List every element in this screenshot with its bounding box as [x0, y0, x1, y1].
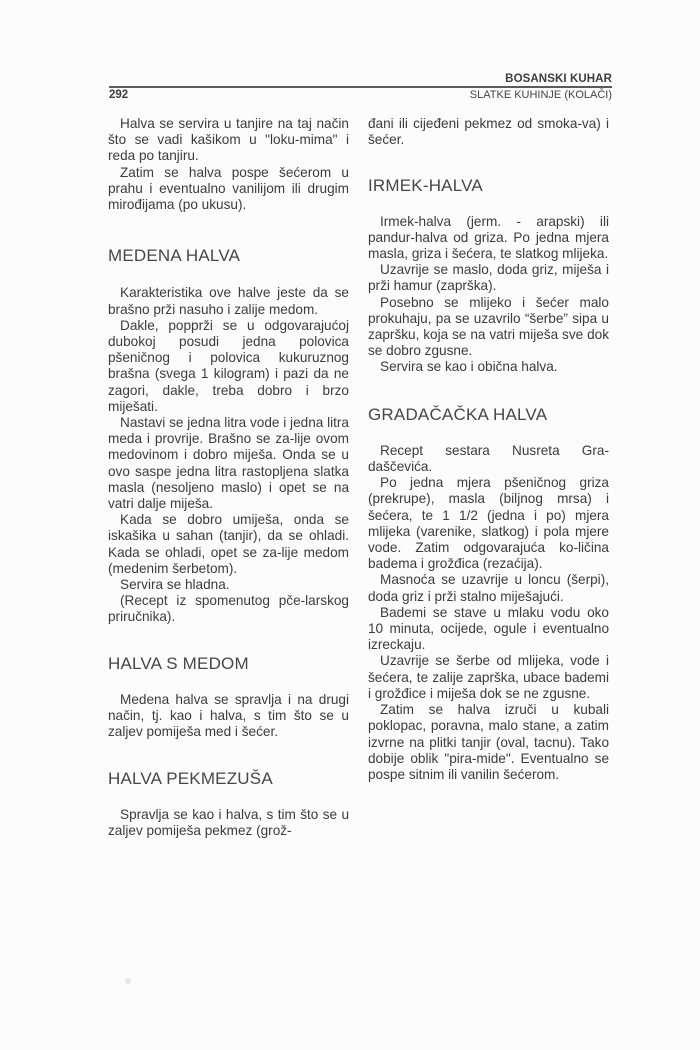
paragraph: Zatim se halva izruči u kubali poklopac, poravna, malo stane, a zatim izvrne na plitki tanjir (oval, tacnu). Tako dobije oblik "pira-mide". Eventualno se pospe sitnim ili vanilin šećerom. — [368, 702, 609, 782]
section-title-gradacacka-halva: GRADAČAČKA HALVA — [368, 404, 548, 424]
paragraph: Medena halva se spravlja i na drugi način, tj. kao i halva, s tim što se u zaljev pomiješa med i šećer. — [108, 691, 349, 740]
paragraph: Bademi se stave u mlaku vodu oko 10 minuta, ocijede, ogule i eventualno izreckaju. — [368, 604, 609, 653]
paragraph: Halva se servira u tanjire na taj način što se vadi kašikom u "loku-mima" i reda po tanjiru. — [108, 116, 349, 164]
paragraph: Servira se hladna. — [120, 577, 230, 593]
paragraph: Irmek-halva (jerm. - arapski) ili pandur-halva od griza. Po jedna mjera masla, griza i šećera, te slatkog mlijeka. — [368, 213, 609, 262]
paragraph: Dakle, popprži se u odgovarajućoj dubokoj posudi jedna polovica pšeničnog i polovica kukuruznog brašna (svega 1 kilogram) i pazi da ne zagori, dakle, treba dobro i brzo miješati. — [108, 317, 349, 414]
page-number: 292 — [109, 89, 129, 101]
paragraph: Po jedna mjera pšeničnog griza (prekrupe), masla (biljnog mrsa) i šećera, te 1 1/2 (jedna i po) mjera mlijeka (varenike, slatkog) i pola mjere vode. Zatim odgovarajuća ko-ličina badema i grožđica (rezaćija). — [368, 475, 609, 572]
header-rule — [109, 86, 612, 88]
book-title: BOSANSKI KUHAR — [505, 73, 612, 85]
scan-smudge — [125, 978, 131, 984]
section-title-halva-pekmezusa: HALVA PEKMEZUŠA — [108, 768, 273, 788]
paragraph: Nastavi se jedna litra vode i jedna litra meda i provrije. Brašno se za-lije ovom medovinom i dobro miješa. Onda se u ovo saspe jedna litra rastopljena slatka masla (nesoljeno maslo) i opet se na vatri dalje miješa. — [108, 415, 349, 512]
paragraph: Recept sestara Nusreta Gra-daščevića. — [368, 442, 609, 475]
chapter-title: SLATKE KUHINJE (KOLAČI) — [469, 89, 612, 101]
paragraph: Servira se kao i obična halva. — [380, 359, 558, 375]
right-column — [368, 116, 609, 783]
paragraph: (Recept iz spomenutog pče-larskog priručnika). — [108, 593, 349, 625]
section-title-medena-halva: MEDENA HALVA — [108, 246, 241, 266]
paragraph: Uzavrije se šerbe od mlijeka, vode i šećera, te zalije zaprška, ubace bademi i grožđice i miješa dok se ne zgusne. — [368, 653, 609, 701]
left-column — [108, 116, 349, 839]
paragraph: Masnoća se uzavrije u loncu (šerpi), doda griz i prži stalno miješajući. — [368, 572, 609, 604]
paragraph: Spravlja se kao i halva, s tim što se u zaljev pomiješa pekmez (grož- — [108, 806, 349, 838]
paragraph-continuation: đani ili cijeđeni pekmez od smoka-va) i šećer. — [368, 116, 609, 148]
paragraph: Kada se dobro umiješa, onda se iskašika u sahan (tanjir), da se ohladi. Kada se ohladi, opet se za-lije medom (medenim šerbetom). — [108, 512, 349, 576]
section-title-irmek-halva: IRMEK-HALVA — [368, 176, 483, 196]
paragraph: Karakteristika ove halve jeste da se brašno prži nasuho i zalije medom. — [108, 285, 349, 317]
paragraph: Zatim se halva pospe šećerom u prahu i eventualno vanilijom ili drugim mirođijama (po ukusu). — [108, 164, 349, 213]
paragraph: Uzavrije se maslo, doda griz, miješa i prži hamur (zaprška). — [368, 262, 609, 294]
section-title-halva-s-medom: HALVA S MEDOM — [108, 653, 249, 673]
paragraph: Posebno se mlijeko i šećer malo prokuhaju, pa se uzavrilo “šerbe” sipa u zapršku, koja se na vatri miješa sve dok se dobro zgusne. — [368, 294, 609, 359]
running-header — [109, 72, 612, 106]
